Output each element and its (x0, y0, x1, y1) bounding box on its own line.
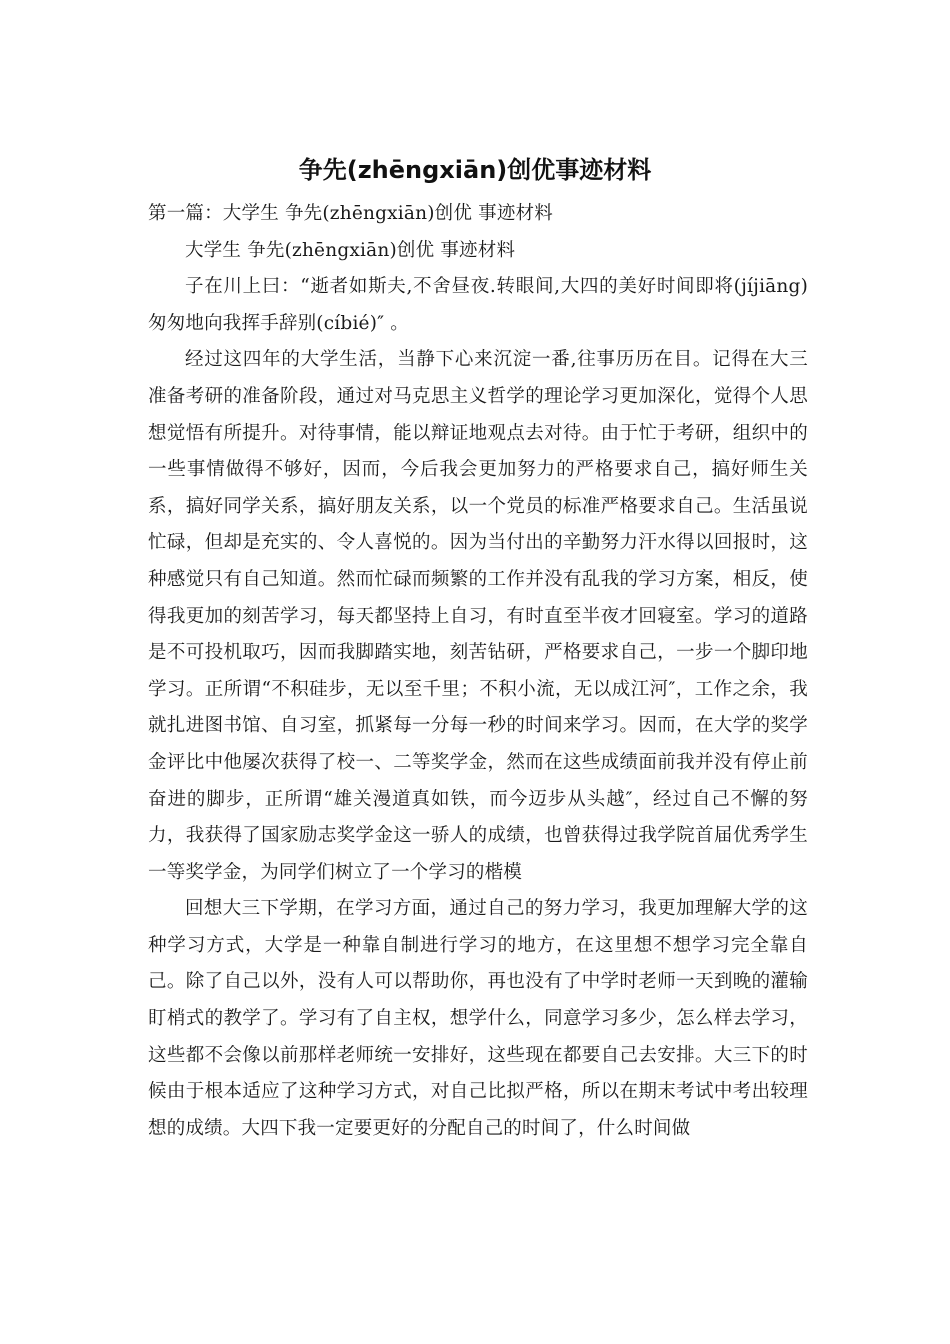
section-heading: 第一篇：大学生 争先(zhēngxiān)创优 事迹材料 (148, 203, 553, 224)
opening-quote: 子在川上曰：“逝者如斯夫,不舍昼夜.转眼间,大四的美好时间即将(jíjiāng)匆匆地向我挥手辞别(cíbié)″ 。 (148, 276, 808, 334)
paragraph: 经过这四年的大学生活，当静下心来沉淀一番,往事历历在目。记得在大三准备考研的准备阶段，通过对马克思主义哲学的理论学习更加深化，觉得个人思想觉悟有所提升。对待事情，能以辩证地观点去对待。由于忙于考研，组织中的一些事情做得不够好，因而，今后我会更加努力的严格要求自己，搞好师生关系，搞好同学关系，搞好朋友关系，以一个党员的标准严格要求自己。生活虽说忙碌，但却是充实的、令人喜悦的。因为当付出的辛勤努力汗水得以回报时，这种感觉只有自己知道。然而忙碌而频繁的工作并没有乱我的学习方案，相反，使得我更加的刻苦学习，每天都坚持上自习，有时直至半夜才回寝室。学习的道路是不可投机取巧，因而我脚踏实地，刻苦钻研，严格要求自己，一步一个脚印地学习。正所谓“不积硅步，无以至千里；不积小流，无以成江河″，工作之余，我就扎进图书馆、自习室，抓紧每一分每一秒的时间来学习。因而，在大学的奖学金评比中他屡次获得了校一、二等奖学金，然而在这些成绩面前我并没有停止前奋进的脚步，正所谓“雄关漫道真如铁，而今迈步从头越″，经过自己不懈的努力，我获得了国家励志奖学金这一骄人的成绩，也曾获得过我学院首届优秀学生一等奖学金，为同学们树立了一个学习的楷模 (148, 349, 808, 883)
paragraph: 回想大三下学期，在学习方面，通过自己的努力学习，我更加理解大学的这种学习方式，大学是一种靠自制进行学习的地方，在这里想不想学习完全靠自己。除了自己以外，没有人可以帮助你，再也没有了中学时老师一天到晚的灌输盯梢式的教学了。学习有了自主权，想学什么，同意学习多少，怎么样去学习，这些都不会像以前那样老师统一安排好，这些现在都要自己去安排。大三下的时候由于根本适应了这种学习方式，对自己比拟严格，所以在期末考试中考出较理想的成绩。大四下我一定要更好的分配自己的时间了，什么时间做 (148, 898, 808, 1139)
subsection-heading: 大学生 争先(zhēngxiān)创优 事迹材料 (185, 239, 516, 261)
document-title: 争先(zhēngxiān)创优事迹材料 (298, 156, 652, 184)
document-body (148, 196, 808, 1147)
